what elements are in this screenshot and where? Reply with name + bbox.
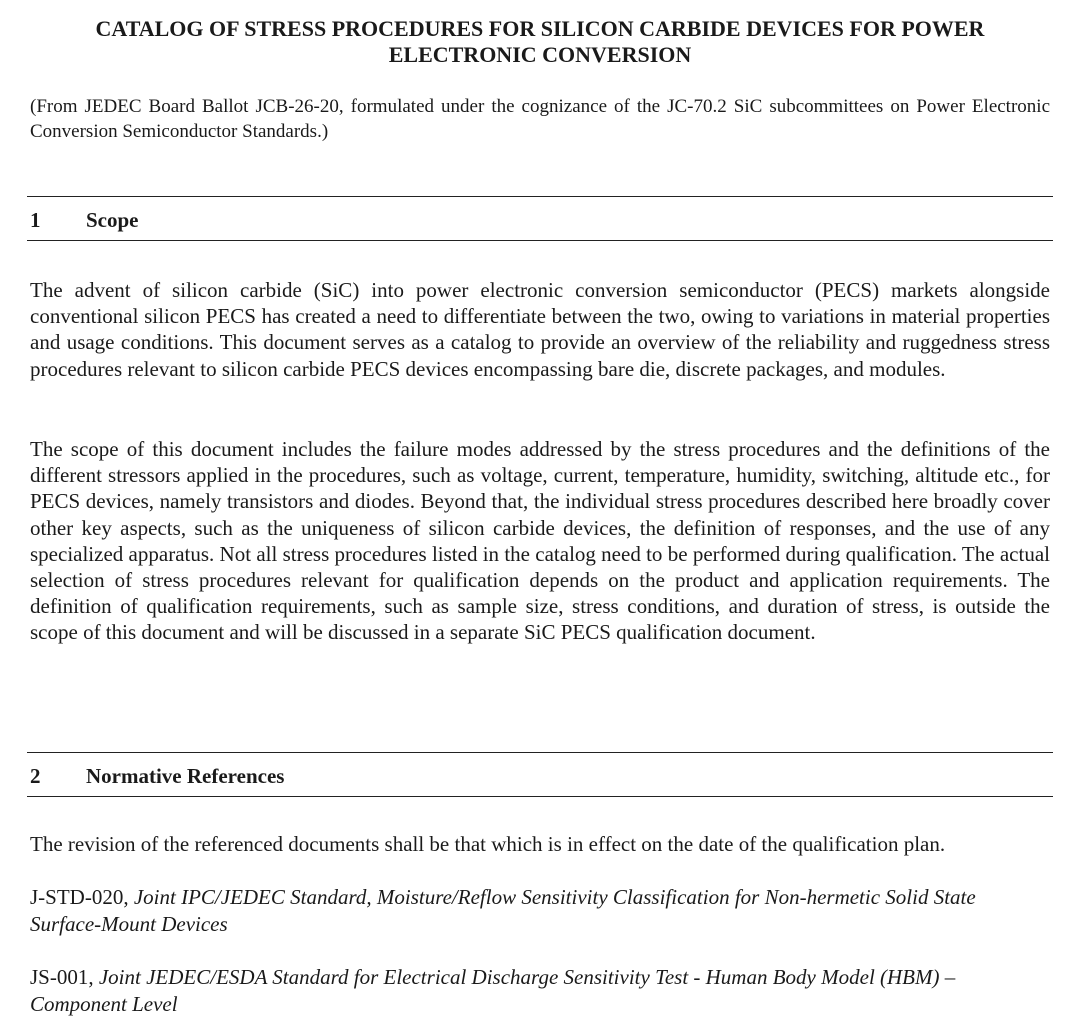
section-1-top-rule (27, 196, 1053, 197)
document-subtitle: (From JEDEC Board Ballot JCB-26-20, formulated under the cognizance of the JC-70.2 SiC subcommittees on Power Electronic Conversion Semiconductor Standards.) (30, 96, 1050, 142)
reference-id: J-STD-020, (30, 885, 129, 909)
section-1-number: 1 (30, 208, 41, 232)
section-2-heading (30, 763, 1050, 789)
section-2-top-rule (27, 752, 1053, 753)
reference-id: JS-001, (30, 965, 94, 989)
reference-item (30, 884, 1030, 938)
section-2-number: 2 (30, 764, 41, 788)
reference-item (30, 964, 1030, 1018)
reference-title: Joint IPC/JEDEC Standard, Moisture/Reflow Sensitivity Classification for Non-hermetic Solid State Surface-Mount Devices (30, 885, 976, 936)
scope-paragraph-2: The scope of this document includes the failure modes addressed by the stress procedures and the definitions of the different stressors applied in the procedures, such as voltage, current, temperature, humidity, switching, altitude etc., for PECS devices, namely transistors and diodes. Beyond that, the individual stress procedures described here broadly cover other key aspects, such as the uniqueness of silicon carbide devices, the definition of responses, and the use of any specialized apparatus. Not all stress procedures listed in the catalog need to be performed during qualification. The actual selection of stress procedures relevant for qualification depends on the product and application requirements. The definition of qualification requirements, such as sample size, stress conditions, and duration of stress, is outside the scope of this document and will be discussed in a separate SiC PECS qualification document. (30, 437, 1050, 645)
section-1-title: Scope (86, 208, 139, 232)
section-2-bottom-rule (27, 796, 1053, 797)
references-intro: The revision of the referenced documents shall be that which is in effect on the date of the qualification plan. (30, 832, 946, 856)
section-1-heading (30, 207, 1050, 233)
section-2-title: Normative References (86, 764, 285, 788)
document-title: CATALOG OF STRESS PROCEDURES FOR SILICON CARBIDE DEVICES FOR POWER ELECTRONIC CONVERSION (95, 16, 985, 67)
section-1-bottom-rule (27, 240, 1053, 241)
scope-paragraph-1: The advent of silicon carbide (SiC) into power electronic conversion semiconductor (PECS) markets alongside conventional silicon PECS has created a need to differentiate between the two, owing to variations in material properties and usage conditions. This document serves as a catalog to provide an overview of the reliability and ruggedness stress procedures relevant to silicon carbide PECS devices encompassing bare die, discrete packages, and modules. (30, 278, 1050, 381)
reference-title: Joint JEDEC/ESDA Standard for Electrical Discharge Sensitivity Test - Human Body Model (HBM) – Component Level (30, 965, 956, 1016)
